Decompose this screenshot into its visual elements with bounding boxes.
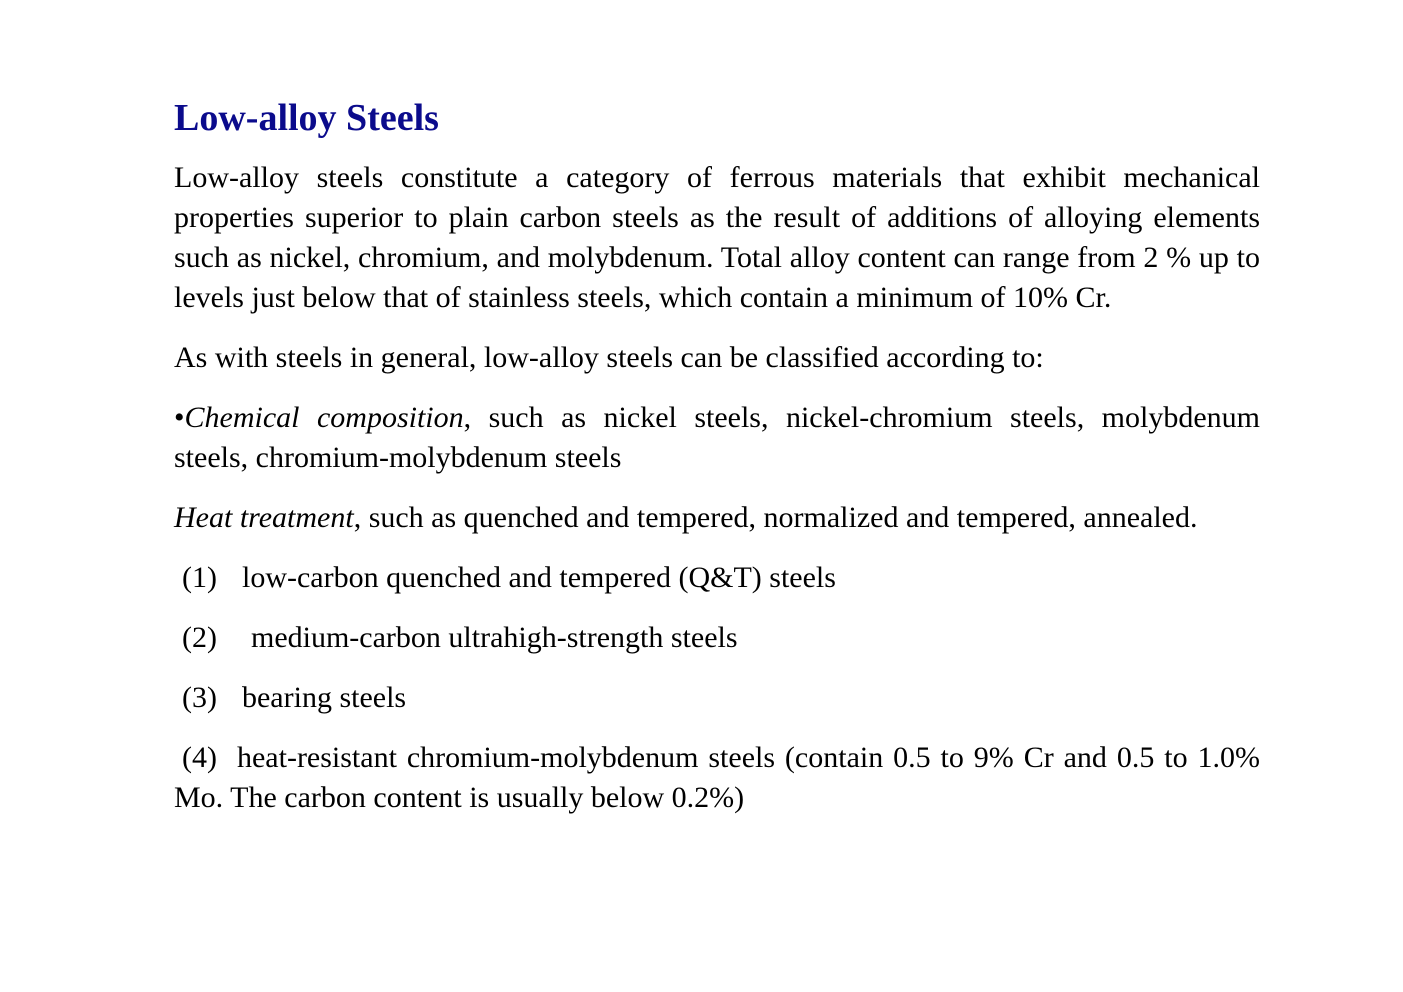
list-item [174, 558, 1260, 598]
bullet-marker: • [174, 401, 185, 434]
list-item-text: medium-carbon ultrahigh-strength steels [250, 621, 738, 654]
list-item-text: low-carbon quenched and tempered (Q&T) steels [241, 561, 836, 594]
list-item-number: (2) [182, 621, 217, 654]
heat-treatment-text: , such as quenched and tempered, normalized and tempered, annealed. [353, 501, 1198, 534]
page-title: Low-alloy Steels [174, 97, 439, 139]
list-item-number: (3) [182, 681, 217, 714]
list-item-number: (1) [182, 561, 217, 594]
document-content [174, 96, 1260, 838]
list-item-text: heat-resistant chromium-molybdenum steels (contain 0.5 to 9% Cr and 0.5 to 1.0% Mo. The carbon content is usually below 0.2%) [174, 741, 1260, 814]
chemical-composition-text: , such as nickel steels, nickel-chromium steels, molybdenum steels, chromium-molybdenum steels [174, 401, 1260, 474]
list-item-text: bearing steels [241, 681, 407, 714]
list-item [174, 678, 1260, 718]
chemical-composition-term: Chemical composition [184, 401, 464, 434]
list-item [174, 738, 1260, 818]
heat-treatment-term: Heat treatment [174, 501, 354, 534]
list-item-number: (4) [182, 741, 217, 774]
list-item [174, 618, 1260, 658]
chemical-composition-paragraph [174, 398, 1260, 478]
classification-paragraph: As with steels in general, low-alloy steels can be classified according to: [174, 341, 1044, 374]
heat-treatment-paragraph [174, 498, 1260, 538]
intro-paragraph: Low-alloy steels constitute a category of ferrous materials that exhibit mechanical properties superior to plain carbon steels as the result of additions of alloying elements such as nickel, chromium, and molybdenum. Total alloy content can range from 2 % up to levels just below that of stainless steels, which contain a minimum of 10% Cr. [174, 161, 1260, 314]
